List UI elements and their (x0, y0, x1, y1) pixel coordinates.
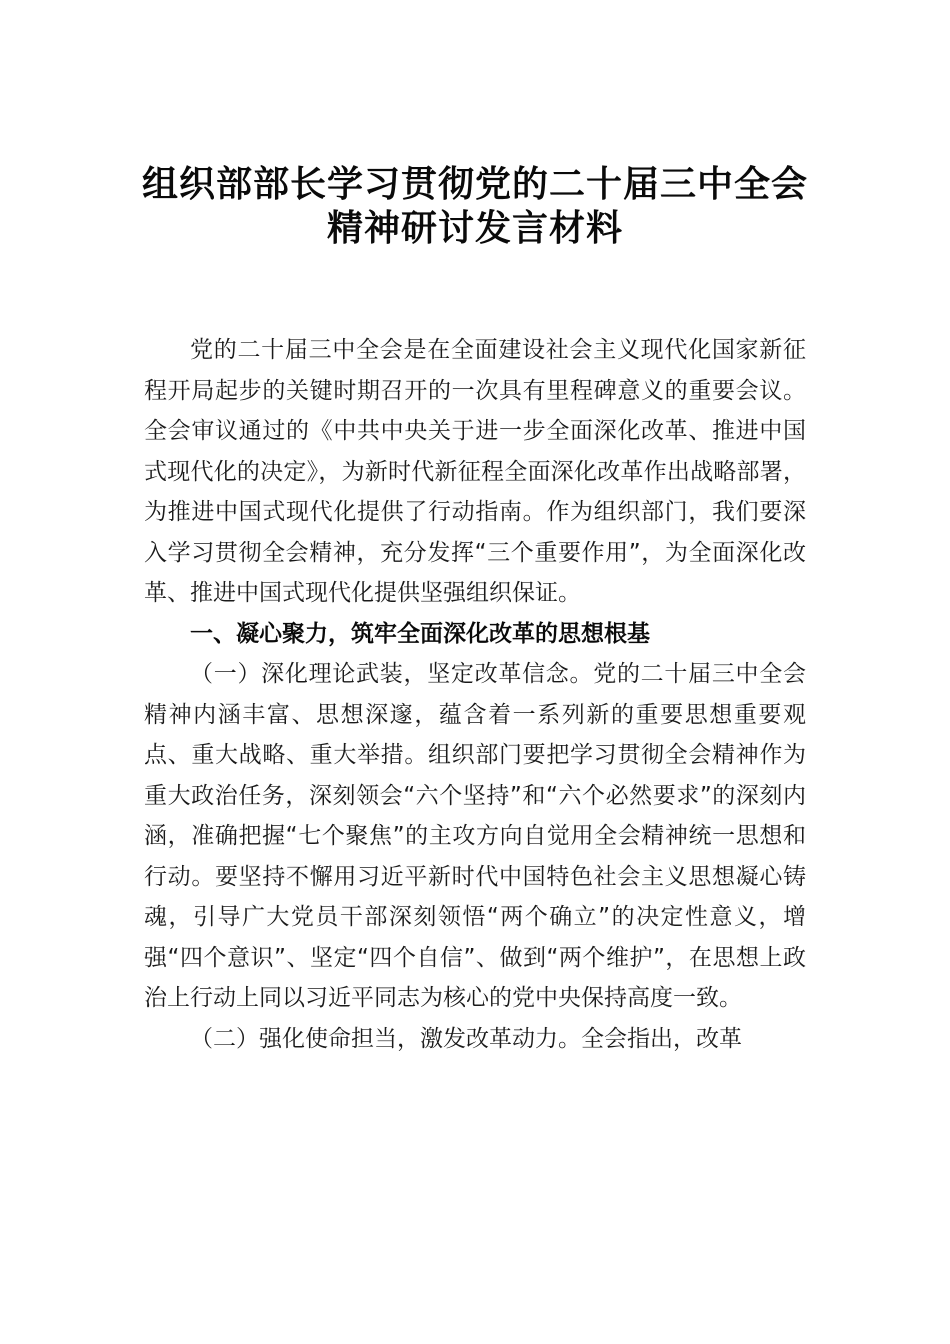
intro-paragraph: 党的二十届三中全会是在全面建设社会主义现代化国家新征程开局起步的关键时期召开的一次具有里程碑意义的重要会议。全会审议通过的《中共中央关于进一步全面深化改革、推进中国式现代化的决定》，为新时代新征程全面深化改革作出战略部署，为推进中国式现代化提供了行动指南。作为组织部门，我们要深入学习贯彻全会精神，充分发挥“三个重要作用”，为全面深化改革、推进中国式现代化提供坚强组织保证。 (144, 337, 806, 606)
document-body (144, 330, 806, 1059)
document-title-line-1: 组织部部长学习贯彻党的二十届三中全会 (141, 163, 808, 205)
section-1-heading: 一、凝心聚力，筑牢全面深化改革的思想根基 (190, 620, 650, 647)
section-1-paragraph-2: （二）强化使命担当，激发改革动力。全会指出，改革 (190, 1025, 742, 1052)
section-1-paragraph-1: （一）深化理论武装，坚定改革信念。党的二十届三中全会精神内涵丰富、思想深邃，蕴含着一系列新的重要思想重要观点、重大战略、重大举措。组织部门要把学习贯彻全会精神作为重大政治任务，深刻领会“六个坚持”和“六个必然要求”的深刻内涵，准确把握“七个聚焦”的主攻方向自觉用全会精神统一思想和行动。要坚持不懈用习近平新时代中国特色社会主义思想凝心铸魂，引导广大党员干部深刻领悟“两个确立”的决定性意义，增强“四个意识”、坚定“四个自信”、做到“两个维护”，在思想上政治上行动上同以习近平同志为核心的党中央保持高度一致。 (144, 661, 806, 1011)
document-title-line-2: 精神研讨发言材料 (326, 207, 623, 249)
